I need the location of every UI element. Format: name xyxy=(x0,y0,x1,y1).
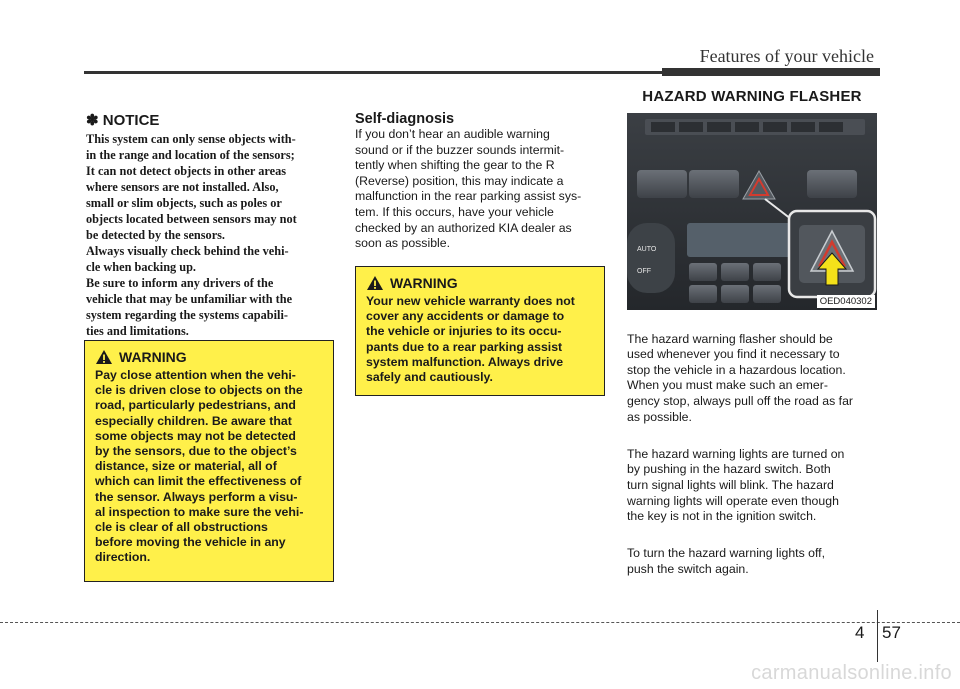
watermark-text: carmanualsonline.info xyxy=(751,662,952,684)
warning-text: Pay close attention when the vehi- cle is driven close to objects on the road, particularly pedestrians, and especially children. Be aware that some objects may not be detected by the sensors, due to the object’s distance, size or material, all of which can limit the effectiveness of the sensor. Always perform a visu- al inspection to make sure the vehi- cle is clear of all obstructions before moving the vehicle in any direction. xyxy=(95,368,304,565)
hazard-paragraph: The hazard warning flasher should be used whenever you find it necessary to stop the vehicle in a hazardous location. When you must make such an emer- gency stop, always pull off the road as far as possible. xyxy=(627,331,854,424)
hazard-section-title: HAZARD WARNING FLASHER xyxy=(627,83,877,109)
self-diagnosis-title: Self-diagnosis xyxy=(355,111,455,127)
footer-rule xyxy=(0,622,960,623)
warning-label: WARNING xyxy=(119,349,187,365)
warning-text: Your new vehicle warranty does not cover any accidents or damage to the vehicle or injuries to its occu- pants due to a rear parking assist system malfunction. Always drive safely and cautiously. xyxy=(366,294,575,385)
notice-title: ✽ NOTICE xyxy=(86,112,160,129)
hazard-paragraph: The hazard warning lights are turned on by pushing in the hazard switch. Both turn signal lights will blink. The hazard warning lights will operate even though the key is not in the ignition switch. xyxy=(627,446,845,524)
warning-box-parking-sensors xyxy=(84,340,334,582)
page-number: 57 xyxy=(882,623,901,642)
auto-button-label: AUTO xyxy=(637,246,657,253)
image-code: OED040302 xyxy=(817,295,875,308)
chapter-number: 4 xyxy=(855,623,865,642)
warning-triangle-icon xyxy=(366,275,384,291)
hazard-switch-photo xyxy=(627,113,877,310)
hazard-description xyxy=(627,316,877,599)
warning-label: WARNING xyxy=(390,275,458,291)
warning-box-warranty xyxy=(355,266,605,396)
header-rule-accent xyxy=(662,68,880,76)
dashboard-illustration xyxy=(627,113,877,310)
notice-body: This system can only sense objects with- in the range and location of the sensors; It can not detect objects in other areas where sensors are not installed. Also, small or slim objects, such as poles or objects located between sensors may not be detected by the sensors. Always visually check behind the vehi- cle when backing up. Be sure to inform any drivers of the vehicle that may be unfamiliar with the system regarding the systems capabili- ties and limitations. xyxy=(86,132,297,338)
self-diagnosis-text: If you don’t hear an audible warning sound or if the buzzer sounds intermit- tently when shifting the gear to the R (Reverse) position, this may indicate a malfunction in the rear parking assist sys- tem. If this occurs, have your vehicle checked by an authorized KIA dealer as soon as possible. xyxy=(355,127,582,251)
warning-triangle-icon xyxy=(95,349,113,365)
off-button-label: OFF xyxy=(637,268,651,275)
footer-divider xyxy=(877,610,878,662)
running-header-title: Features of your vehicle xyxy=(699,46,874,66)
hazard-paragraph: To turn the hazard warning lights off, push the switch again. xyxy=(627,546,826,576)
